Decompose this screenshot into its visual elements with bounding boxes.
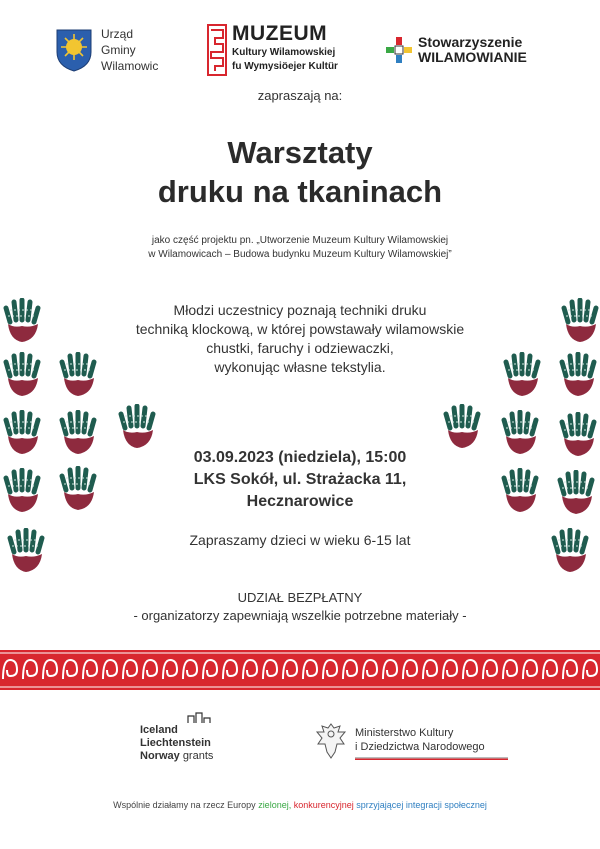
folk-ornament-border [0,650,600,690]
eea-grants-word: grants [182,750,214,762]
free-note: - organizatorzy zapewniają wszelkie potrzebne materiały - [133,608,467,623]
flower-print-icon [0,352,44,398]
title-line: Warsztaty [227,135,373,170]
flower-print-icon [115,404,159,450]
gmina-name [101,26,158,74]
footer-red: konkurencyjnej [293,800,354,810]
flower-print-icon [0,410,44,456]
footer-green: zielonej, [258,800,292,810]
gmina-line: Gminy [101,43,136,57]
stowarzyszenie-line: WILAMOWIANIE [418,49,527,65]
flower-print-icon [0,468,44,514]
description-line: Młodzi uczestnicy poznają techniki druku [173,302,427,318]
muzeum-ornament-icon [207,24,227,76]
stowarzyszenie-logo-icon [385,36,413,64]
description-line: techniką klockową, w której powstawały wilamowskie [135,321,465,337]
free-participation [0,589,600,625]
flower-print-icon [4,528,48,574]
flower-print-icon [556,352,600,398]
flower-print-icon [556,412,600,458]
flower-print-icon [0,298,44,344]
flower-print-icon [548,528,592,574]
flower-print-icon [500,352,544,398]
polish-eagle-icon [313,720,349,762]
description-line: chustki, faruchy i odziewaczki, [206,340,394,356]
flower-print-icon [498,410,542,456]
flower-print-icon [498,468,542,514]
event-place: LKS Sokół, ul. Strażacka 11, [193,471,407,488]
footer-slogan [0,800,600,810]
ministry-name [355,726,485,754]
flower-print-icon [440,404,484,450]
project-note [0,234,600,262]
stowarzyszenie-line: Stowarzyszenie [418,34,523,50]
flower-print-icon [554,470,598,516]
stowarzyszenie-name [418,35,527,65]
flower-print-icon [56,466,100,512]
flower-print-icon [56,410,100,456]
age-info: Zapraszamy dzieci w wieku 6-15 lat [189,532,411,548]
flower-print-icon [558,298,600,344]
event-datetime: 03.09.2023 (niedziela), 15:00 [193,449,407,466]
ministry-flag-bar [355,757,508,760]
muzeum-title: MUZEUM [232,22,328,45]
muzeum-subtitle: Kultury Wilamowskiej [232,47,336,58]
footer-blue: sprzyjającej integracji społecznej [356,800,487,810]
invite-text: zapraszają na: [257,88,343,103]
flower-print-icon [56,352,100,398]
eea-line: Iceland [140,724,178,736]
description-line: wykonując własne tekstylia. [214,359,386,375]
eea-line: Liechtenstein [140,737,211,749]
ministry-line: Ministerstwo Kultury [355,727,454,739]
ministry-line: i Dziedzictwa Narodowego [355,741,485,753]
gmina-coat-of-arms-icon [55,28,93,72]
muzeum-subtitle-wymysorys: fu Wymysiöejer Kultür [232,61,338,72]
eea-grants-logo-icon [140,712,216,724]
free-heading: UDZIAŁ BEZPŁATNY [237,590,363,605]
title-line: druku na tkaninach [157,174,443,209]
event-town: Hecznarowice [246,493,354,510]
eea-grants-text [140,724,213,763]
gmina-line: Wilamowic [101,59,159,73]
eea-norway: Norway [140,750,180,762]
page-title [0,133,600,211]
eea-line [140,750,213,763]
footer-text: Wspólnie działamy na rzecz Europy [113,800,259,810]
gmina-line: Urząd [101,27,134,41]
project-line: w Wilamowicach – Budowa budynku Muzeum Kultury Wilamowskiej” [148,249,452,260]
project-line: jako część projektu pn. „Utworzenie Muzeum Kultury Wilamowskiej [151,235,449,246]
